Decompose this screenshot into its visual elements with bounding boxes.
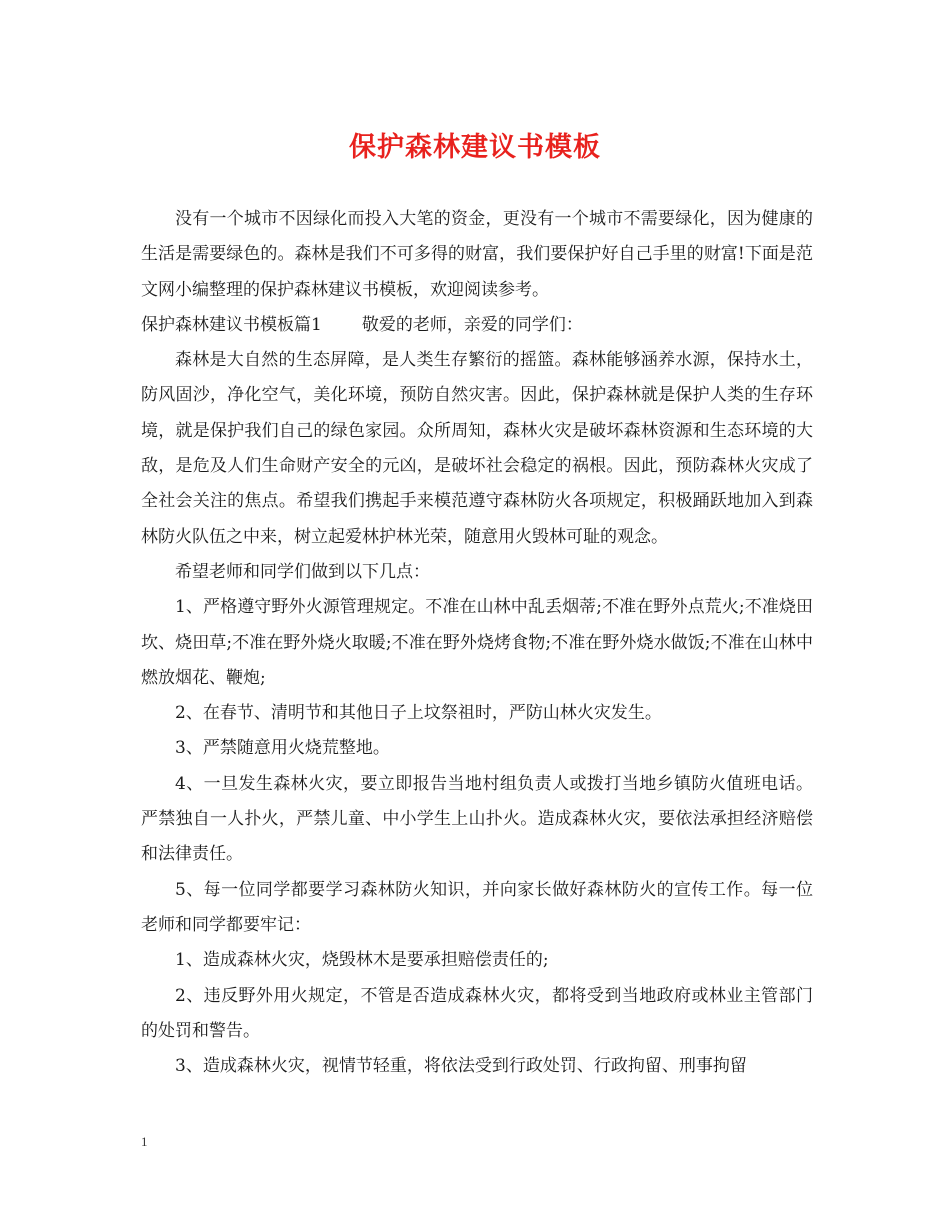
page-number: 1: [141, 1134, 148, 1149]
hope-item-4: 4、一旦发生森林火灾，要立即报告当地村组负责人或拨打当地乡镇防火值班电话。严禁独自一人扑火，严禁儿童、中小学生上山扑火。造成森林火灾，要依法承担经济赔偿和法律责任。: [141, 773, 813, 865]
hope-item-2: 2、在春节、清明节和其他日子上坟祭祖时，严防山林火灾发生。: [175, 703, 662, 724]
hope-intro: 希望老师和同学们做到以下几点：: [175, 561, 430, 582]
section-heading-line: [141, 308, 813, 343]
section-heading: 保护森林建议书模板篇1: [141, 314, 322, 335]
hope-item-3: 3、严禁随意用火烧荒整地。: [175, 738, 390, 759]
salutation: 敬爱的老师，亲爱的同学们：: [361, 314, 583, 335]
remember-item-3: 3、造成森林火灾，视情节轻重，将依法受到行政处罚、行政拘留、刑事拘留: [175, 1056, 747, 1077]
remember-item-2: 2、违反野外用火规定，不管是否造成森林火灾，都将受到当地政府或林业主管部门的处罚和警告。: [141, 985, 813, 1041]
remember-item-1: 1、造成森林火灾，烧毁林木是要承担赔偿责任的;: [175, 950, 549, 971]
hope-item-5: 5、每一位同学都要学习森林防火知识，并向家长做好森林防火的宣传工作。每一位老师和同学都要牢记：: [141, 879, 813, 935]
intro-paragraph: 没有一个城市不因绿化而投入大笔的资金，更没有一个城市不需要绿化，因为健康的生活是需要绿色的。森林是我们不可多得的财富，我们要保护好自己手里的财富!下面是范文网小编整理的保护森林建议书模板，欢迎阅读参考。: [141, 209, 813, 300]
document-title: 保护森林建议书模板: [349, 132, 601, 163]
body-paragraph: 森林是大自然的生态屏障，是人类生存繁衍的摇篮。森林能够涵养水源，保持水土，防风固沙，净化空气，美化环境，预防自然灾害。因此，保护森林就是保护人类的生存环境，就是保护我们自己的绿色家园。众所周知，森林火灾是破坏森林资源和生态环境的大敌，是危及人们生命财产安全的元凶，是破坏社会稳定的祸根。因此，预防森林火灾成了全社会关注的焦点。希望我们携起手来模范遵守森林防火各项规定，积极踊跃地加入到森林防火队伍之中来，树立起爱林护林光荣，随意用火毁林可耻的观念。: [141, 350, 813, 547]
document-body: [141, 202, 813, 1084]
hope-item-1: 1、严格遵守野外火源管理规定。不准在山林中乱丢烟蒂;不准在野外点荒火;不准烧田坎、烧田草;不准在野外烧火取暖;不准在野外烧烤食物;不准在野外烧水做饭;不准在山林中燃放烟花、鞭炮;: [141, 597, 813, 688]
